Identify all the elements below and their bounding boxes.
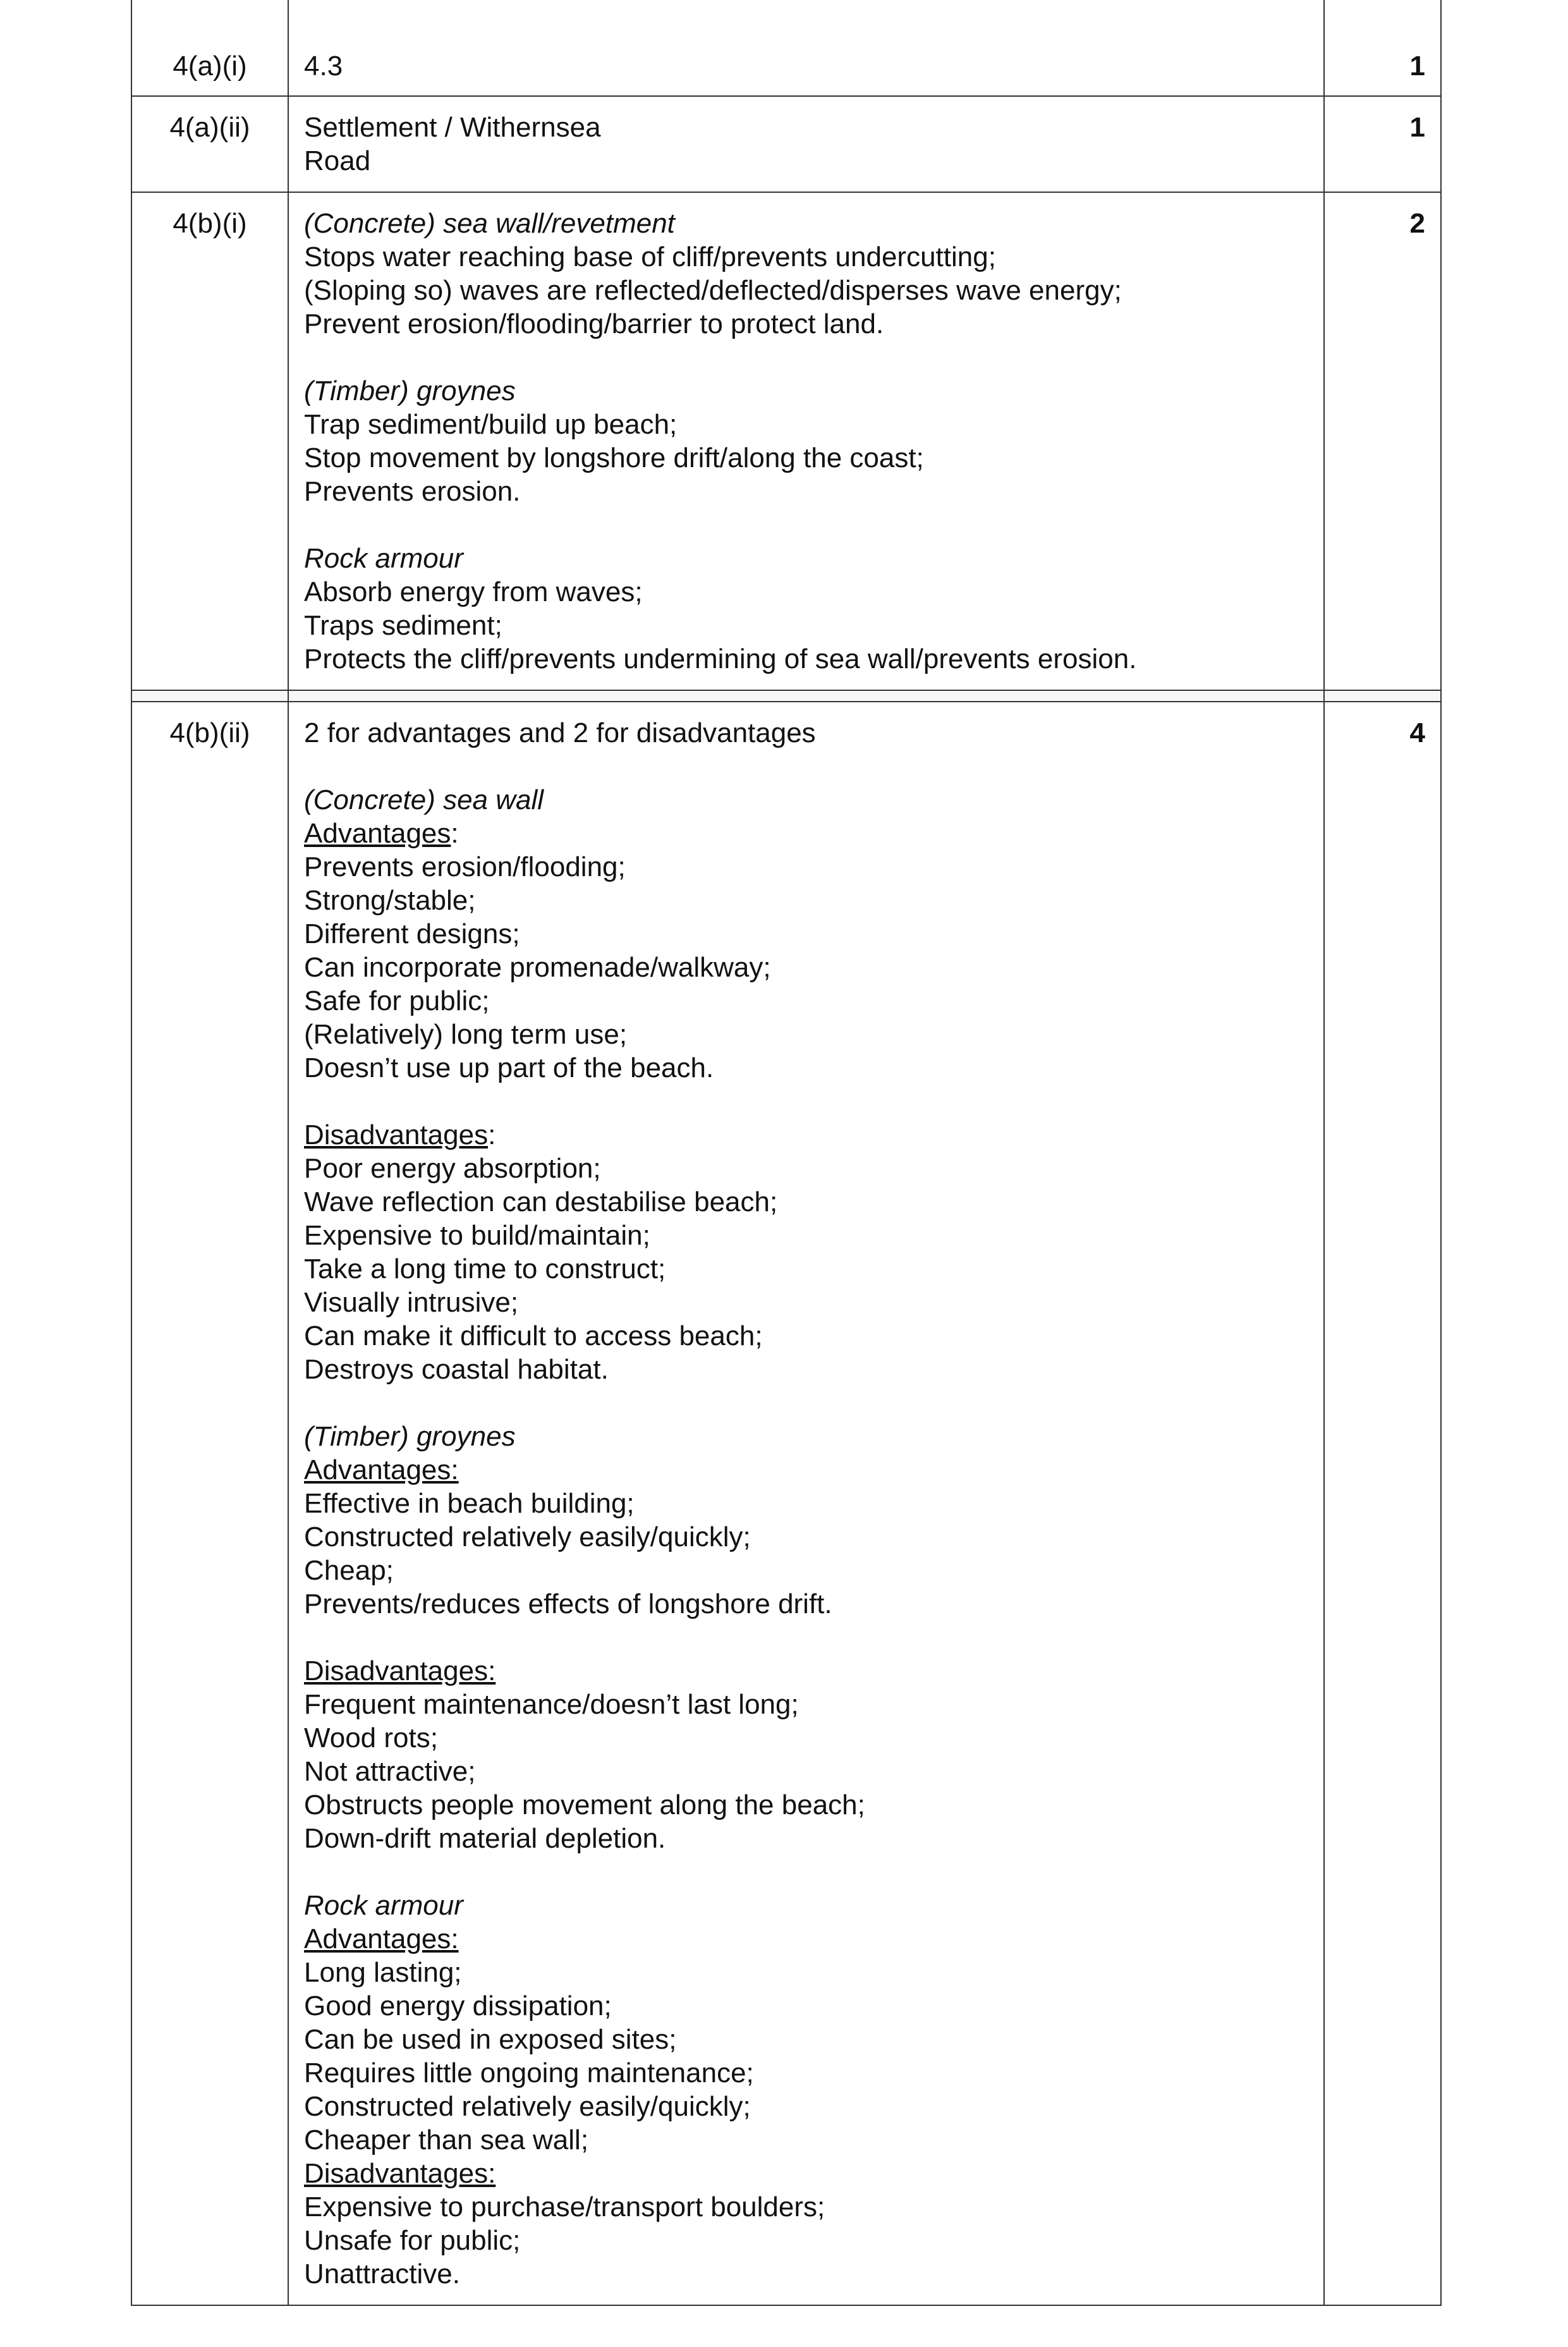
answer-cell <box>288 702 1324 2305</box>
answer-cell <box>288 192 1324 690</box>
answer-cell <box>288 0 1324 96</box>
answer-line: Prevents erosion/flooding; <box>304 851 626 882</box>
answer-line: Road <box>304 145 371 176</box>
section-heading: Rock armour <box>304 543 463 574</box>
answer-line: (Relatively) long term use; <box>304 1019 628 1050</box>
answer-line: Effective in beach building; <box>304 1488 635 1519</box>
disadvantages-label: Disadvantages: <box>304 2158 496 2189</box>
answer-line: Wood rots; <box>304 1722 438 1753</box>
answer-line: Expensive to build/maintain; <box>304 1220 650 1251</box>
answer-line: Can incorporate promenade/walkway; <box>304 952 771 983</box>
marks-cell: 1 <box>1324 96 1441 192</box>
answer-line: Prevent erosion/flooding/barrier to protect land. <box>304 308 884 339</box>
answer-cell <box>288 96 1324 192</box>
disadvantages-label: Disadvantages: <box>304 1119 496 1150</box>
answer-line: Requires little ongoing maintenance; <box>304 2057 754 2088</box>
marks-cell: 4 <box>1324 702 1441 2305</box>
question-number: 4(a)(ii) <box>131 96 288 192</box>
disadvantages-label: Disadvantages: <box>304 1655 496 1686</box>
answer-line: Obstructs people movement along the beach; <box>304 1789 865 1820</box>
advantages-label: Advantages: <box>304 818 459 849</box>
answer-line: Doesn’t use up part of the beach. <box>304 1052 714 1083</box>
section-heading: (Timber) groynes <box>304 375 516 406</box>
row-separator <box>131 690 1441 702</box>
marks-cell: 1 <box>1324 0 1441 96</box>
answer-line: Wave reflection can destabilise beach; <box>304 1186 778 1217</box>
answer-line: Poor energy absorption; <box>304 1153 601 1184</box>
answer-line: (Sloping so) waves are reflected/deflected/disperses wave energy; <box>304 275 1122 306</box>
section-heading: (Concrete) sea wall <box>304 784 544 815</box>
answer-line: Frequent maintenance/doesn’t last long; <box>304 1689 799 1720</box>
table-row <box>131 702 1441 2305</box>
answer-line: Can make it difficult to access beach; <box>304 1320 763 1351</box>
answer-line: Take a long time to construct; <box>304 1253 666 1284</box>
answer-line: Unattractive. <box>304 2259 460 2289</box>
answer-line: Visually intrusive; <box>304 1287 519 1318</box>
table-row <box>131 192 1441 690</box>
answer-line: Trap sediment/build up beach; <box>304 409 678 440</box>
answer-line: Good energy dissipation; <box>304 1990 612 2021</box>
answer-line: Constructed relatively easily/quickly; <box>304 2091 751 2122</box>
answer-line: Safe for public; <box>304 985 490 1016</box>
answer-line: Prevents/reduces effects of longshore drift. <box>304 1588 832 1619</box>
advantages-label: Advantages: <box>304 1454 459 1485</box>
answer-line: Strong/stable; <box>304 885 476 916</box>
answer-line: Not attractive; <box>304 1756 476 1787</box>
answer-line: Long lasting; <box>304 1957 462 1988</box>
question-number: 4(b)(ii) <box>131 702 288 2305</box>
section-heading: (Timber) groynes <box>304 1421 516 1452</box>
table-row <box>131 0 1441 96</box>
answer-line: 4.3 <box>304 51 343 82</box>
answer-line: Settlement / Withernsea <box>304 112 601 143</box>
answer-line: Unsafe for public; <box>304 2225 521 2256</box>
answer-line: Destroys coastal habitat. <box>304 1354 609 1385</box>
advantages-label: Advantages: <box>304 1923 459 1954</box>
question-number: 4(b)(i) <box>131 192 288 690</box>
answer-line: Stop movement by longshore drift/along the coast; <box>304 442 924 473</box>
answer-line: Absorb energy from waves; <box>304 576 643 607</box>
answer-line: Can be used in exposed sites; <box>304 2024 677 2055</box>
answer-line: Traps sediment; <box>304 610 502 641</box>
answer-line: Down-drift material depletion. <box>304 1823 666 1854</box>
answer-line: Cheap; <box>304 1555 394 1586</box>
answer-line: Prevents erosion. <box>304 476 521 507</box>
answer-line: Expensive to purchase/transport boulders; <box>304 2192 825 2222</box>
section-heading: (Concrete) sea wall/revetment <box>304 208 675 239</box>
table-row <box>131 96 1441 192</box>
section-heading: Rock armour <box>304 1890 463 1921</box>
answer-line: Stops water reaching base of cliff/prevents undercutting; <box>304 241 996 272</box>
answer-line: Cheaper than sea wall; <box>304 2124 589 2155</box>
question-number: 4(a)(i) <box>131 0 288 96</box>
answer-line: Protects the cliff/prevents undermining of sea wall/prevents erosion. <box>304 643 1137 674</box>
marks-cell: 2 <box>1324 192 1441 690</box>
answer-line: Different designs; <box>304 918 520 949</box>
answer-line: Constructed relatively easily/quickly; <box>304 1521 751 1552</box>
mark-scheme-table <box>131 0 1442 2306</box>
answer-intro: 2 for advantages and 2 for disadvantages <box>304 717 816 748</box>
